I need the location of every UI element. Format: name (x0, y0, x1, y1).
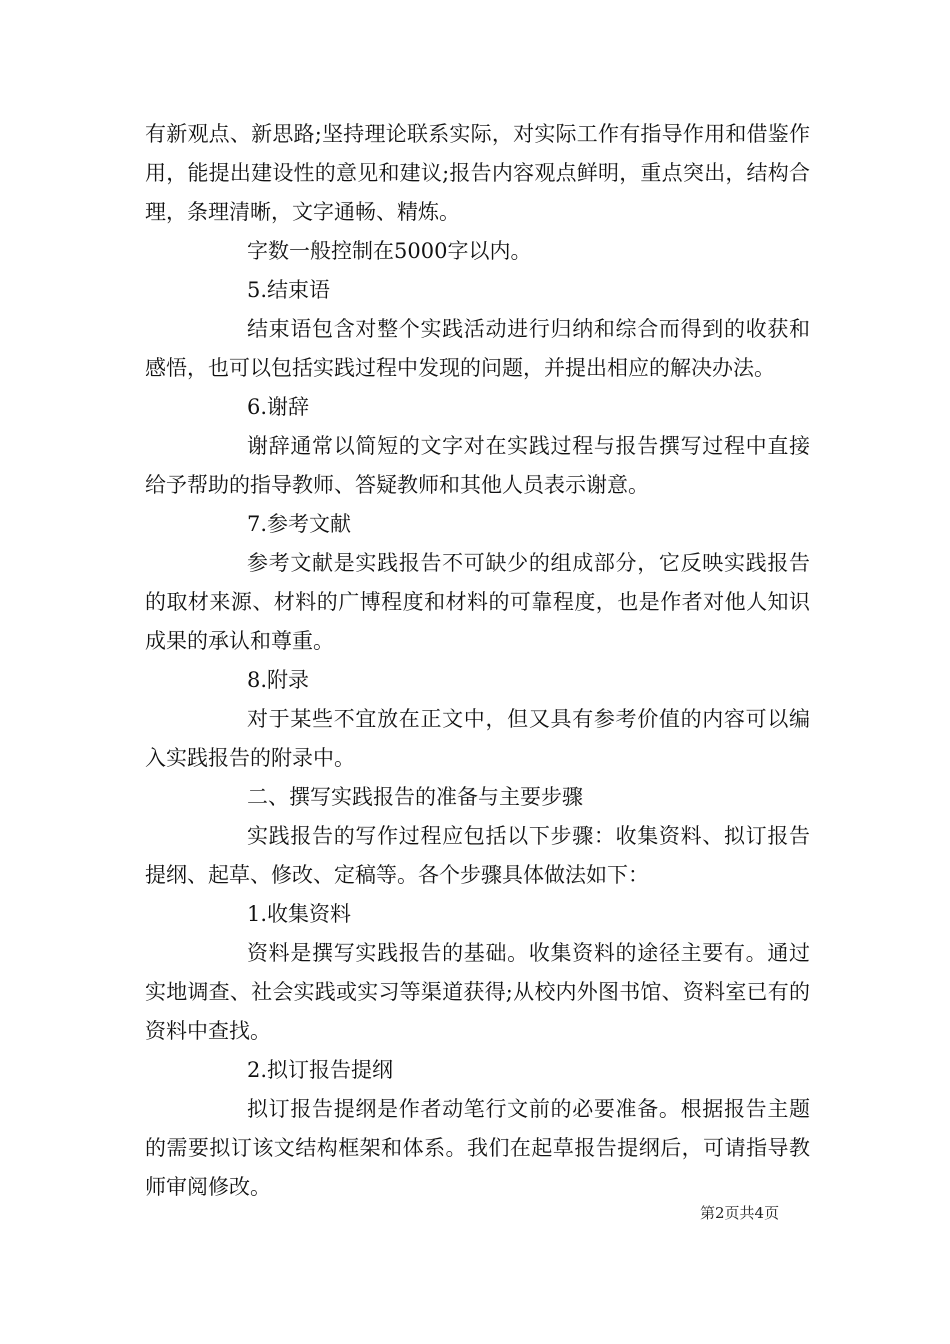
paragraph: 有新观点、新思路;坚持理论联系实际，对实际工作有指导作用和借鉴作用，能提出建设性的意见和建议;报告内容观点鲜明，重点突出，结构合理，条理清晰，文字通畅、精炼。 (145, 122, 810, 224)
paragraph: 资料是撰写实践报告的基础。收集资料的途径主要有。通过实地调查、社会实践或实习等渠道获得;从校内外图书馆、资料室已有的资料中查找。 (145, 941, 810, 1043)
section-heading: 5.结束语 (247, 278, 331, 302)
page-number: 第2页共4页 (700, 1204, 780, 1222)
paragraph: 字数一般控制在5000字以内。 (247, 239, 532, 263)
paragraph: 参考文献是实践报告不可缺少的组成部分，它反映实践报告的取材来源、材料的广博程度和材料的可靠程度，也是作者对他人知识成果的承认和尊重。 (145, 551, 810, 653)
paragraph: 拟订报告提纲是作者动笔行文前的必要准备。根据报告主题的需要拟订该文结构框架和体系。我们在起草报告提纲后，可请指导教师审阅修改。 (145, 1097, 810, 1199)
paragraph: 对于某些不宜放在正文中，但又具有参考价值的内容可以编入实践报告的附录中。 (145, 707, 810, 770)
section-heading: 7.参考文献 (247, 512, 352, 536)
paragraph: 结束语包含对整个实践活动进行归纳和综合而得到的收获和感悟，也可以包括实践过程中发现的问题，并提出相应的解决办法。 (145, 317, 810, 380)
document-body (145, 115, 810, 1207)
section-heading: 6.谢辞 (247, 395, 310, 419)
section-heading: 8.附录 (247, 668, 310, 692)
section-heading: 1.收集资料 (247, 902, 352, 926)
section-heading: 2.拟订报告提纲 (247, 1058, 394, 1082)
chapter-heading: 二、撰写实践报告的准备与主要步骤 (247, 785, 583, 809)
paragraph: 谢辞通常以简短的文字对在实践过程与报告撰写过程中直接给予帮助的指导教师、答疑教师和其他人员表示谢意。 (145, 434, 810, 497)
paragraph: 实践报告的写作过程应包括以下步骤：收集资料、拟订报告提纲、起草、修改、定稿等。各个步骤具体做法如下： (145, 824, 810, 887)
